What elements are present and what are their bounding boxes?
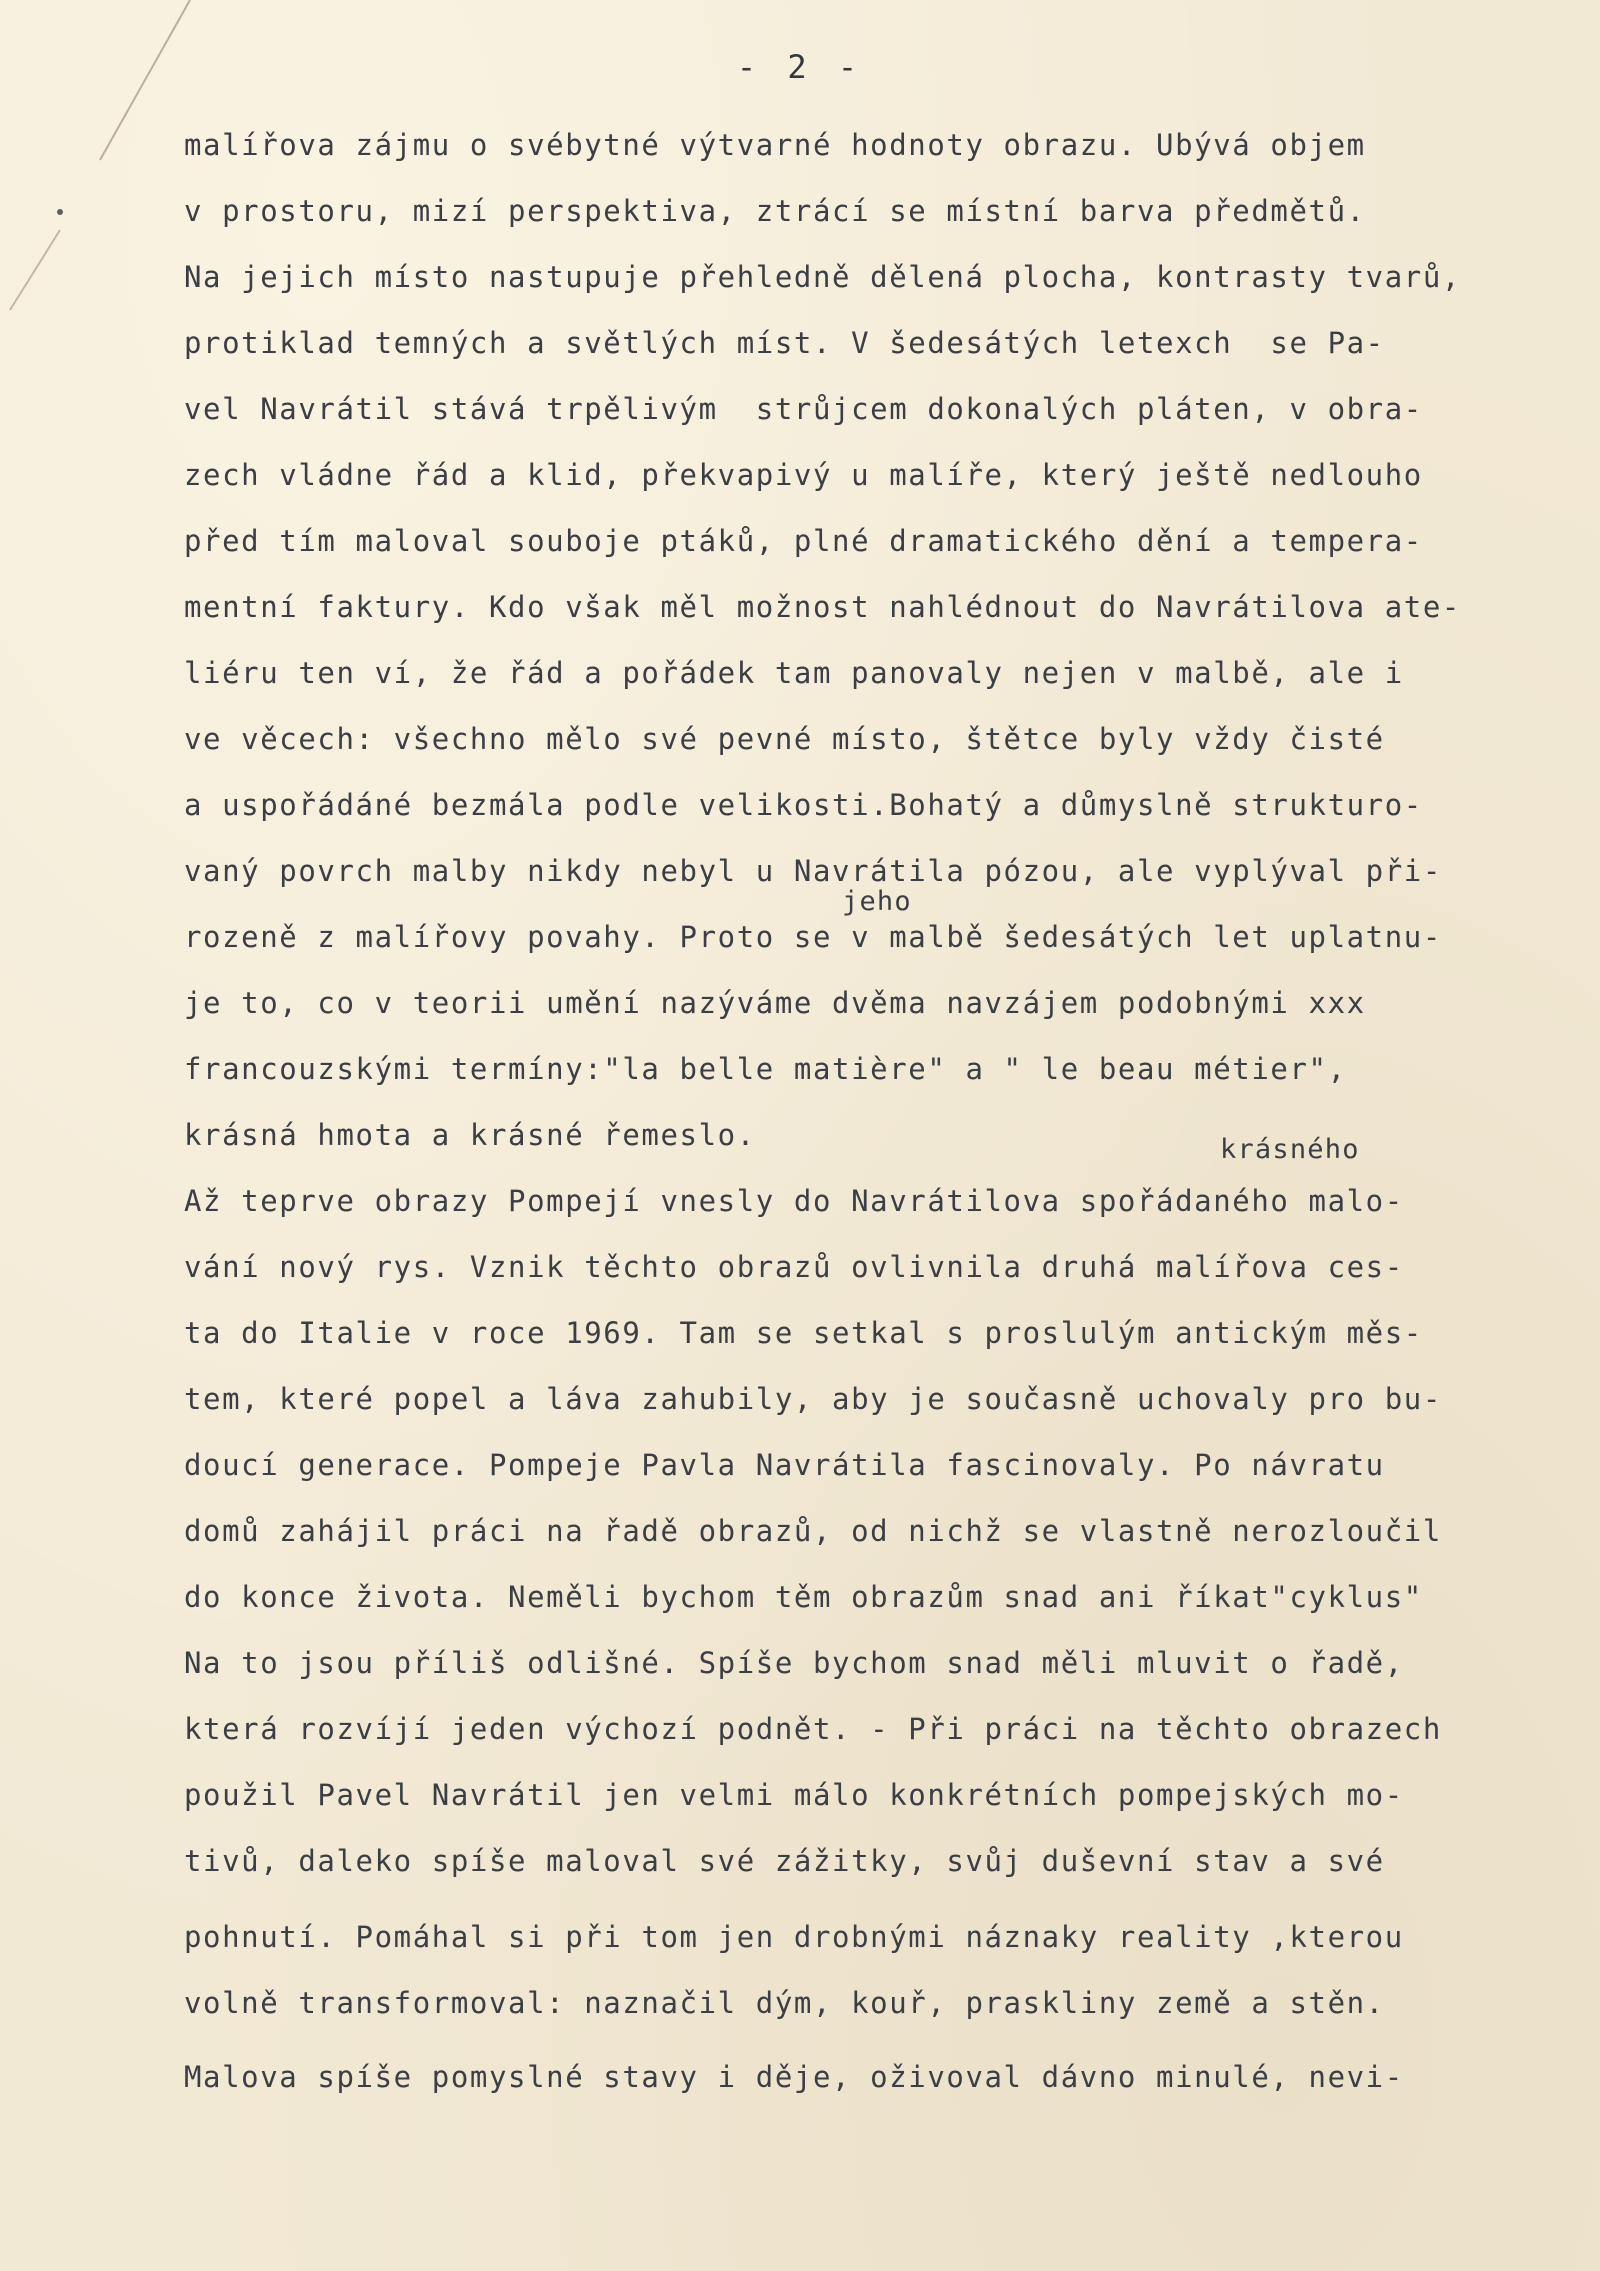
text-line: krásná hmota a krásné řemeslo. (184, 1118, 756, 1152)
inserted-word-jeho: jeho (842, 886, 912, 917)
text-line: vání nový rys. Vznik těchto obrazů ovlivnila druhá malířova ces- (184, 1250, 1404, 1284)
text-line: Na to jsou příliš odlišné. Spíše bychom snad měli mluvit o řadě, (184, 1646, 1404, 1680)
text-line: která rozvíjí jeden výchozí podnět. - Při práci na těchto obrazech (184, 1712, 1442, 1746)
text-line: protiklad temných a světlých míst. V šedesátých letexch se Pa- (184, 326, 1385, 360)
text-line: použil Pavel Navrátil jen velmi málo konkrétních pompejských mo- (184, 1778, 1404, 1812)
text-line: je to, co v teorii umění nazýváme dvěma navzájem podobnými xxx (184, 986, 1366, 1020)
text-line: před tím maloval souboje ptáků, plné dramatického dění a tempera- (184, 524, 1423, 558)
text-line: rozeně z malířovy povahy. Proto se v malbě šedesátých let uplatnu- (184, 920, 1442, 954)
text-line: Na jejich místo nastupuje přehledně dělená plocha, kontrasty tvarů, (184, 260, 1461, 294)
text-line: a uspořádáné bezmála podle velikosti.Bohatý a důmyslně strukturo- (184, 788, 1423, 822)
margin-dot (57, 209, 63, 215)
page-number: - 2 - (736, 48, 864, 86)
text-line: vaný povrch malby nikdy nebyl u Navrátila pózou, ale vyplýval při- (184, 854, 1442, 888)
text-line: volně transformoval: naznačil dým, kouř, praskliny země a stěn. (184, 1986, 1385, 2020)
edge-crease-line (10, 230, 60, 310)
text-line: ve věcech: všechno mělo své pevné místo, štětce byly vždy čisté (184, 722, 1385, 756)
text-line: zech vládne řád a klid, překvapivý u malíře, který ještě nedlouho (184, 458, 1423, 492)
text-line: doucí generace. Pompeje Pavla Navrátila fascinovaly. Po návratu (184, 1448, 1385, 1482)
text-line: domů zahájil práci na řadě obrazů, od nichž se vlastně nerozloučil (184, 1514, 1442, 1548)
text-line: ta do Italie v roce 1969. Tam se setkal s proslulým antickým měs- (184, 1316, 1423, 1350)
text-line: vel Navrátil stává trpělivým strůjcem dokonalých pláten, v obra- (184, 392, 1423, 426)
text-line: Malova spíše pomyslné stavy i děje, oživoval dávno minulé, nevi- (184, 2060, 1404, 2094)
text-line: v prostoru, mizí perspektiva, ztrácí se místní barva předmětů. (184, 194, 1366, 228)
text-line: francouzskými termíny:"la belle matière" a " le beau métier", (184, 1052, 1347, 1086)
text-line: liéru ten ví, že řád a pořádek tam panovaly nejen v malbě, ale i (184, 656, 1404, 690)
inserted-word-krasneho: krásného (1220, 1134, 1360, 1165)
text-line: malířova zájmu o svébytné výtvarné hodnoty obrazu. Ubývá objem (184, 128, 1366, 162)
text-line: Až teprve obrazy Pompejí vnesly do Navrátilova spořádaného malo- (184, 1184, 1404, 1218)
text-line: tem, které popel a láva zahubily, aby je současně uchovaly pro bu- (184, 1382, 1442, 1416)
text-line: mentní faktury. Kdo však měl možnost nahlédnout do Navrátilova ate- (184, 590, 1461, 624)
text-line: do konce života. Neměli bychom těm obrazům snad ani říkat"cyklus" (184, 1580, 1423, 1614)
text-line: pohnutí. Pomáhal si při tom jen drobnými náznaky reality ,kterou (184, 1920, 1404, 1954)
text-line: tivů, daleko spíše maloval své zážitky, svůj duševní stav a své (184, 1844, 1385, 1878)
